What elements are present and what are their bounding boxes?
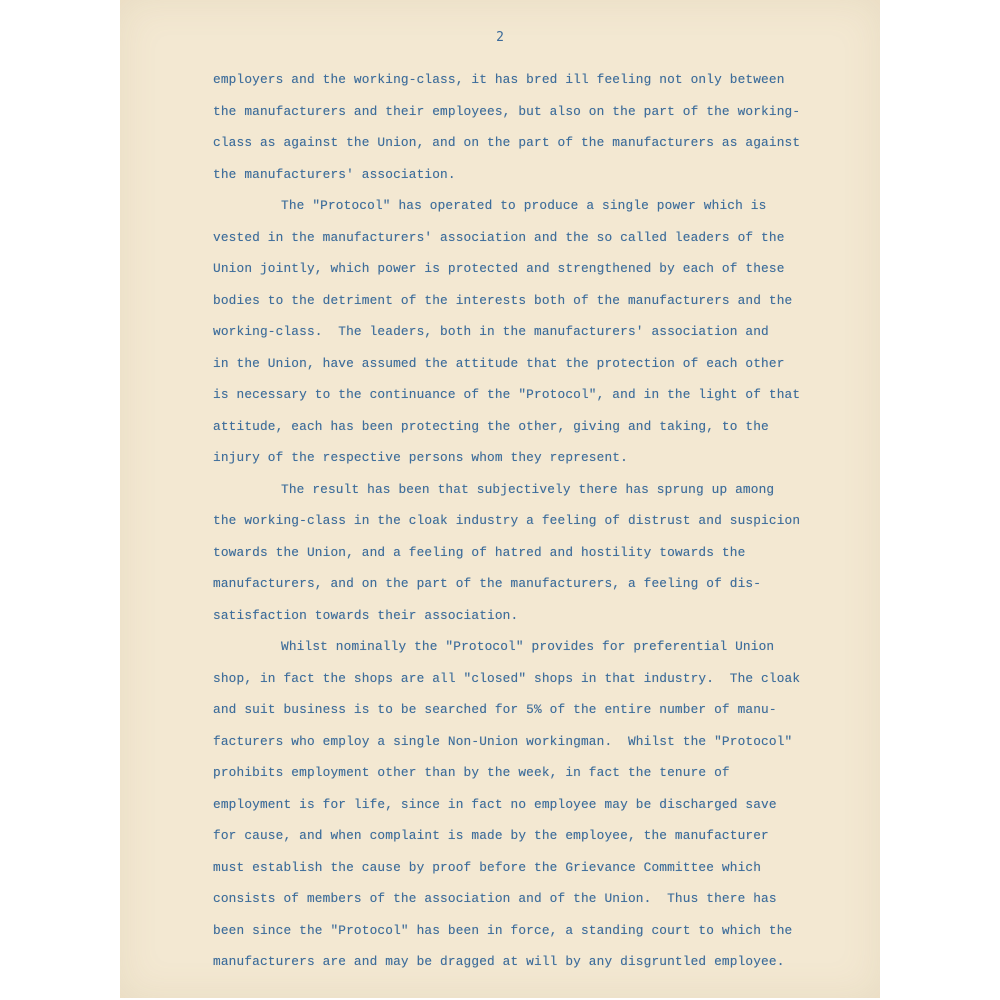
text-line: must establish the cause by proof before the Grievance Committee which	[213, 859, 762, 875]
text-line: class as against the Union, and on the part of the manufacturers as against	[213, 135, 801, 150]
paragraph-start-line: The result has been that subjectively there has sprung up among	[281, 481, 775, 497]
text-line: shop, in fact the shops are all "closed" shops in that industry. The cloak	[213, 670, 801, 686]
text-line: employment is for life, since in fact no employee may be discharged save	[213, 796, 777, 812]
text-line: employers and the working-class, it has bred ill feeling not only between	[213, 72, 785, 87]
text-line: injury of the respective persons whom they represent.	[213, 450, 628, 465]
text-line: in the Union, have assumed the attitude that the protection of each other	[213, 355, 785, 371]
text-line: for cause, and when complaint is made by the employee, the manufacturer	[213, 828, 769, 843]
text-line: bodies to the detriment of the interests both of the manufacturers and the	[213, 292, 793, 308]
text-line: is necessary to the continuance of the "Protocol", and in the light of that	[213, 387, 801, 402]
text-line: the working-class in the cloak industry a feeling of distrust and suspicion	[213, 513, 801, 528]
text-line: the manufacturers' association.	[213, 166, 456, 182]
text-line: prohibits employment other than by the week, in fact the tenure of	[213, 765, 730, 780]
text-line: working-class. The leaders, both in the manufacturers' association and	[213, 324, 769, 339]
text-line: and suit business is to be searched for 5% of the entire number of manu-	[213, 702, 777, 717]
text-line: vested in the manufacturers' association and the so called leaders of the	[213, 229, 785, 245]
page-number: 2	[496, 30, 504, 45]
body-text	[213, 64, 813, 978]
text-line: Union jointly, which power is protected and strengthened by each of these	[213, 261, 785, 276]
text-line: manufacturers are and may be dragged at will by any disgruntled employee.	[213, 954, 785, 969]
text-line: facturers who employ a single Non-Union workingman. Whilst the "Protocol"	[213, 733, 793, 749]
text-line: the manufacturers and their employees, but also on the part of the working-	[213, 103, 801, 119]
typed-page	[120, 0, 880, 998]
paragraph-start-line: Whilst nominally the "Protocol" provides for preferential Union	[281, 639, 775, 654]
text-line: consists of members of the association and of the Union. Thus there has	[213, 891, 777, 906]
text-line: attitude, each has been protecting the other, giving and taking, to the	[213, 418, 769, 434]
text-line: towards the Union, and a feeling of hatred and hostility towards the	[213, 544, 746, 560]
text-line: satisfaction towards their association.	[213, 607, 519, 623]
text-line: manufacturers, and on the part of the manufacturers, a feeling of dis-	[213, 576, 762, 591]
text-line: been since the "Protocol" has been in force, a standing court to which the	[213, 922, 793, 938]
paragraph-start-line: The "Protocol" has operated to produce a single power which is	[281, 198, 767, 213]
